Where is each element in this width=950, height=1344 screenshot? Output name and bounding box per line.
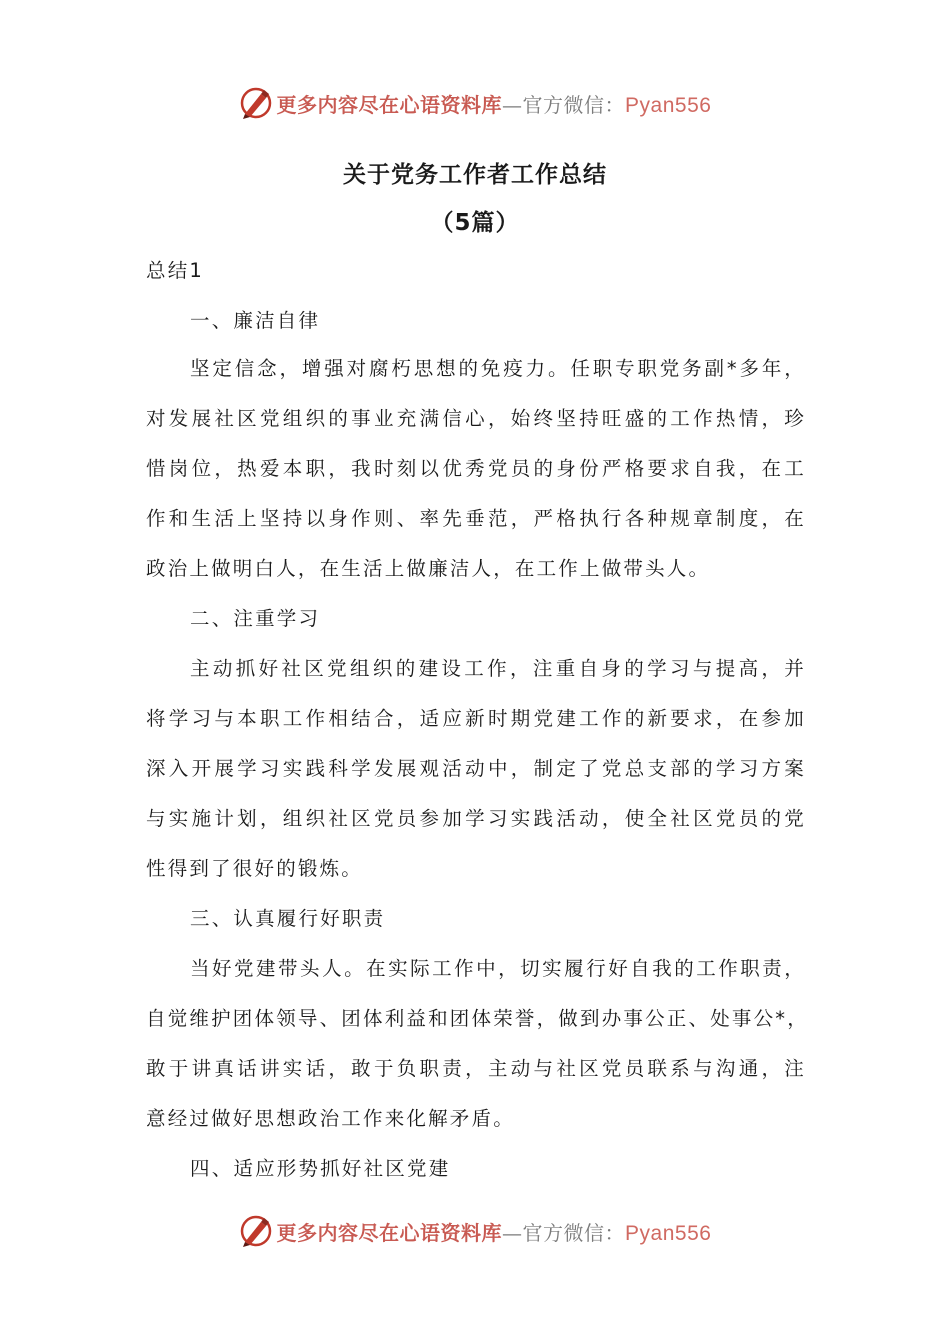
paragraph-line: 坚定信念，增强对腐朽思想的免疫力。任职专职党务副*多年， xyxy=(190,357,806,380)
heading-3: 三、认真履行好职责 xyxy=(190,907,386,930)
paragraph-line: 性得到了很好的锻炼。 xyxy=(146,857,364,880)
heading-1: 一、廉洁自律 xyxy=(190,309,321,332)
watermark-wechat-id: Pyan556 xyxy=(625,93,712,117)
watermark-site-name: 更多内容尽在心语资料库 xyxy=(276,92,503,117)
heading-4: 四、适应形势抓好社区党建 xyxy=(190,1157,451,1180)
paragraph-line: 主动抓好社区党组织的建设工作，注重自身的学习与提高，并 xyxy=(190,657,806,680)
paragraph-line: 政治上做明白人，在生活上做廉洁人，在工作上做带头人。 xyxy=(146,557,711,580)
section-label: 总结1 xyxy=(146,259,205,282)
watermark-wechat-id: Pyan556 xyxy=(625,1221,712,1245)
pen-logo-icon xyxy=(239,86,273,120)
paragraph-line: 将学习与本职工作相结合，适应新时期党建工作的新要求，在参加 xyxy=(146,707,806,730)
document-title: 关于党务工作者工作总结 xyxy=(343,162,607,188)
paragraph-line: 当好党建带头人。在实际工作中，切实履行好自我的工作职责， xyxy=(190,957,806,980)
watermark-label: —官方微信： xyxy=(502,1220,626,1245)
watermark-text xyxy=(277,89,712,118)
paragraph-line: 自觉维护团体领导、团体利益和团体荣誉，做到办事公正、处事公*， xyxy=(146,1007,809,1030)
watermark-text xyxy=(277,1217,712,1246)
watermark-footer xyxy=(0,1211,950,1251)
paragraph-line: 敢于讲真话讲实话，敢于负职责，主动与社区党员联系与沟通，注 xyxy=(146,1057,806,1080)
watermark-site-name: 更多内容尽在心语资料库 xyxy=(276,1220,503,1245)
watermark-label: —官方微信： xyxy=(502,92,626,117)
document-subtitle: （5篇） xyxy=(430,210,520,236)
paragraph-line: 与实施计划，组织社区党员参加学习实践活动，使全社区党员的党 xyxy=(146,807,806,830)
heading-2: 二、注重学习 xyxy=(190,607,321,630)
paragraph-line: 对发展社区党组织的事业充满信心，始终坚持旺盛的工作热情，珍 xyxy=(146,407,806,430)
watermark-header xyxy=(0,83,950,123)
paragraph-line: 作和生活上坚持以身作则、率先垂范，严格执行各种规章制度，在 xyxy=(146,507,806,530)
pen-logo-icon xyxy=(239,1214,273,1248)
paragraph-line: 意经过做好思想政治工作来化解矛盾。 xyxy=(146,1107,515,1130)
paragraph-line: 深入开展学习实践科学发展观活动中，制定了党总支部的学习方案 xyxy=(146,757,806,780)
paragraph-line: 惜岗位，热爱本职，我时刻以优秀党员的身份严格要求自我，在工 xyxy=(146,457,806,480)
